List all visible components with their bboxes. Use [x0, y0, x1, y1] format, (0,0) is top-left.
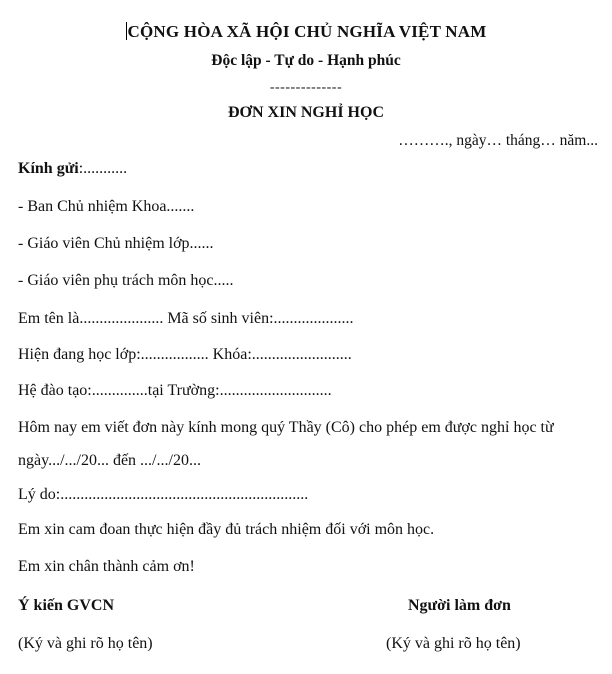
date-line: ………., ngày… tháng… năm... — [398, 132, 598, 149]
thanks-line: Em xin chân thành cảm ơn! — [18, 558, 195, 575]
recipient-3: - Giáo viên phụ trách môn học..... — [18, 272, 234, 289]
signature-left-title: Ý kiến GVCN — [18, 597, 115, 614]
signature-right-note: (Ký và ghi rõ họ tên) — [386, 635, 521, 652]
program-line: Hệ đào tạo:..............tại Trường:............................ — [18, 382, 332, 399]
signature-left-note: (Ký và ghi rõ họ tên) — [18, 635, 153, 652]
name-line: Em tên là..................... Mã số sinh viên:.................... — [18, 310, 354, 327]
request-line-1: Hôm nay em viết đơn này kính mong quý Thầy (Cô) cho phép em được nghỉ học từ — [18, 419, 554, 436]
recipient-2: - Giáo viên Chủ nhiệm lớp...... — [18, 235, 214, 252]
recipient-dots: :........... — [78, 160, 128, 177]
motto: Độc lập - Tự do - Hạnh phúc — [211, 52, 401, 69]
recipient-1: - Ban Chủ nhiệm Khoa....... — [18, 198, 195, 215]
document-title: ĐƠN XIN NGHỈ HỌC — [227, 104, 384, 121]
request-line-2: ngày.../.../20... đến .../.../20... — [18, 452, 201, 469]
country-heading — [0, 22, 612, 42]
text-cursor — [126, 22, 127, 40]
recipient-line — [18, 160, 127, 178]
recipient-label: Kính gửi — [18, 160, 79, 177]
commitment-line: Em xin cam đoan thực hiện đầy đủ trách nhiệm đối với môn học. — [18, 521, 435, 538]
country-heading-text: CỘNG HÒA XÃ HỘI CHỦ NGHĨA VIỆT NAM — [127, 22, 487, 41]
separator: -------------- — [269, 80, 343, 95]
signature-right-title: Người làm đơn — [408, 597, 511, 614]
reason-line: Lý do:.............................................................. — [18, 486, 309, 503]
class-line: Hiện đang học lớp:................. Khóa:......................... — [18, 346, 352, 363]
